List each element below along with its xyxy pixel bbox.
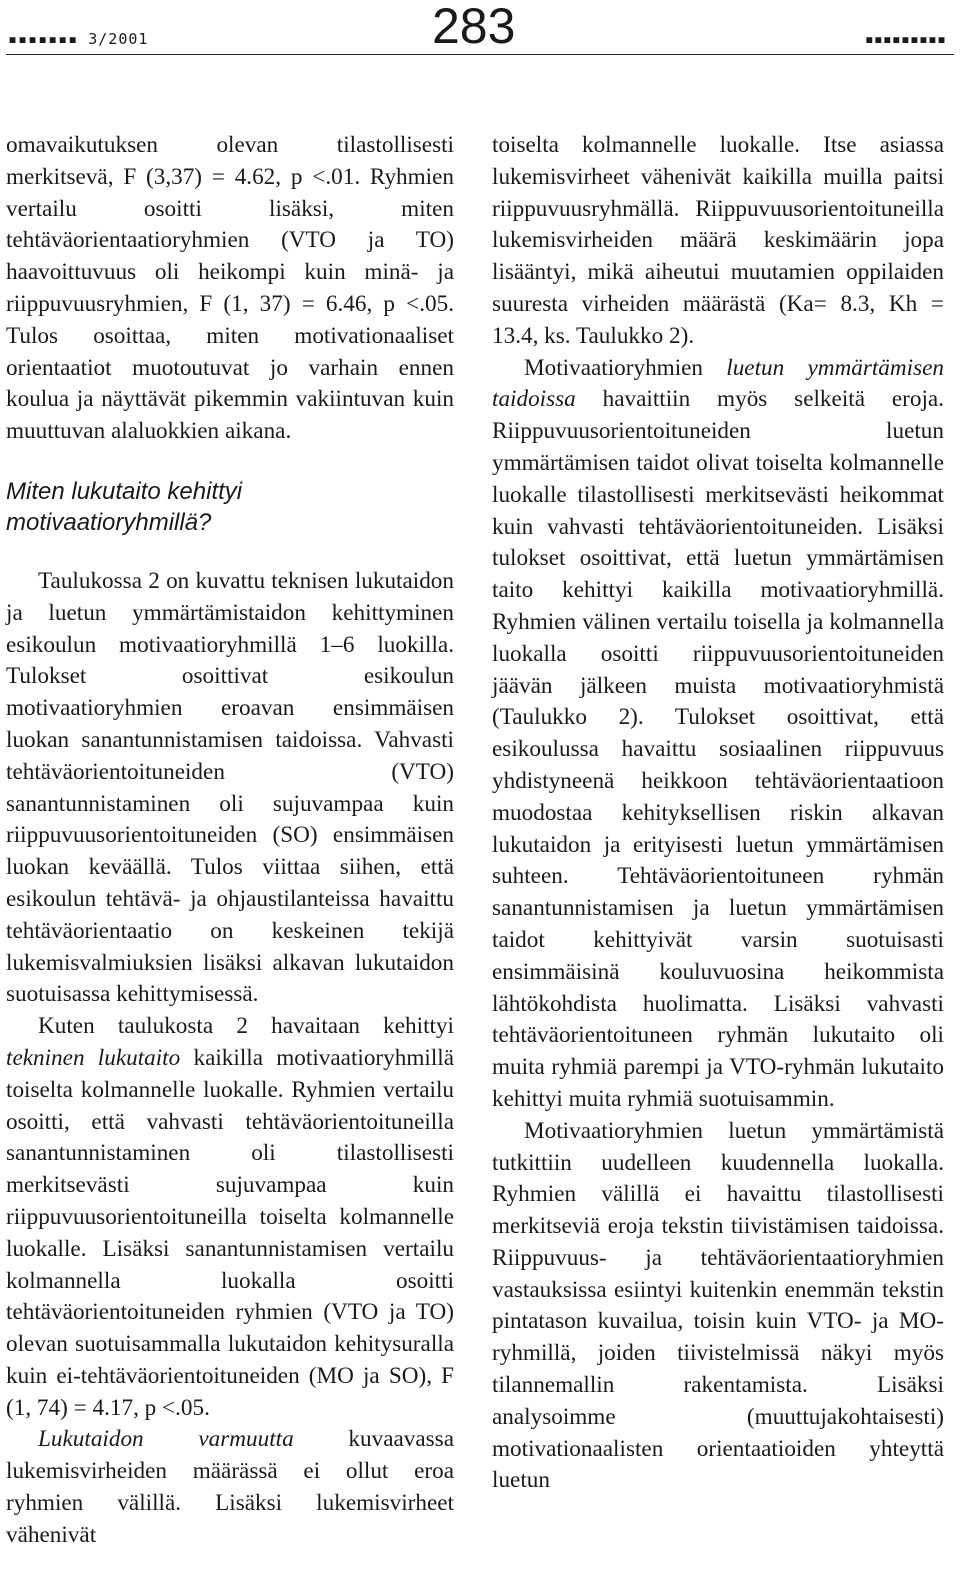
left-p3-text-a: Kuten taulukosta 2 havaitaan kehittyi xyxy=(38,1013,454,1040)
page-number: 283 xyxy=(432,0,516,54)
left-p3-emphasis: tekninen lukutaito xyxy=(6,1044,181,1071)
right-p2-text-b: havaittiin myös selkeitä eroja. Riippuvuusorientoituneiden luetun ymmärtämisen taidot olivat toiselta kolmannelle luokalle tilastollisesti merkitsevästi heikommat kuin vahvasti tehtäväorientoituneiden. Lisäksi tulokset osoittivat, että luetun ymmärtämisen taito kehittyi kaikilla motivaatioryhmillä. Ryhmien välinen vertailu toisella ja kolmannella luokalla osoitti riippuvuusorientoituneiden jäävän jälkeen muista motivaatioryhmistä (Taulukko 2). Tulokset osoittivat, että esikoulussa havaittu sosiaalinen riippuvuus yhdistyneenä heikkoon tehtäväorientaatioon muodostaa kehityksellisen riskin alkavan lukutaidon ja erityisesti luetun ymmärtämisen suhteen. Tehtäväorientoituneen ryhmän sanantunnistamisen ja luetun ymmärtämisen taidot kehittyivät varsin suotuisasti ensimmäisinä kouluvuosina heikommista lähtökohdista huolimatta. Lisäksi vahvasti tehtäväorientoituneen ryhmän lukutaito oli muita ryhmiä parempi ja VTO-ryhmän lukutaito kehittyi muita ryhmiä suotuisammin. xyxy=(492,386,944,1112)
left-paragraph-4 xyxy=(6,1424,454,1551)
journal-issue: ▪▪▪▪▪▪▪ 3/2001 xyxy=(8,30,149,48)
right-paragraph-3: Motivaatioryhmien luetun ymmärtämistä tutkittiin uudelleen kuudennella luokalla. Ryhmien välillä ei havaittu tilastollisesti merkitseviä eroja tekstin tiivistämisen taidoissa. Riippuvuus- ja tehtäväorientaatioryhmien vastauksissa esiintyi kuitenkin enemmän tekstin pintatason kuvailua, toisin kuin VTO- ja MO-ryhmillä, joiden tiivistelmissä näkyi myös tilannemallin rakentamista. Lisäksi analysoimme (muuttujakohtaisesti) motivationaalisten orientaatioiden yhteyttä luetun xyxy=(492,1117,944,1494)
page-header xyxy=(0,0,960,52)
left-column xyxy=(6,130,454,1552)
left-p4-text: kuvaavassa lukemisvirheiden määrässä ei ollut eroa ryhmien välillä. Lisäksi lukemisvirheet vähenivät xyxy=(6,1426,454,1548)
header-rule xyxy=(6,54,954,55)
left-paragraph-3 xyxy=(6,1011,454,1424)
right-p2-text-a: Motivaatioryhmien xyxy=(524,354,727,381)
right-paragraph-2 xyxy=(492,353,944,1116)
left-p3-text-b: kaikilla motivaatioryhmillä toiselta kolmannelle luokalle. Ryhmien vertailu osoitti, että vahvasti tehtäväorientoituneilla sanantunnistaminen oli tilastollisesti merkitsevästi sujuvampaa kuin riippuvuusorientoituneilla toiselta kolmannelle luokalle. Lisäksi sanantunnistamisen vertailu kolmannella luokalla osoitti tehtäväorientoituneiden ryhmien (VTO ja TO) olevan suotuisammalla lukutaidon kehitysuralla kuin ei-tehtäväorientoituneiden (MO ja SO), F (1, 74) = 4.17, p <.05. xyxy=(6,1044,454,1421)
right-column xyxy=(492,130,944,1497)
left-p4-emphasis: Lukutaidon varmuutta xyxy=(38,1426,294,1453)
right-p2-emphasis: luetun ymmärtämisen taidoissa xyxy=(492,354,944,413)
section-label: ▪▪▪▪▪▪▪▪▪ xyxy=(864,30,946,48)
left-paragraph-2: Taulukossa 2 on kuvattu teknisen lukutaidon ja luetun ymmärtämistaidon kehittyminen esikoulun motivaatioryhmillä 1–6 luokilla. Tulokset osoittivat esikoulun motivaatioryhmien eroavan ensimmäisen luokan sanantunnistamisen taidoissa. Vahvasti tehtäväorientoituneiden (VTO) sanantunnistaminen oli sujuvampaa kuin riippuvuusorientoituneiden (SO) ensimmäisen luokan keväällä. Tulos viittaa siihen, että esikoulun tehtävä- ja ohjaustilanteissa havaittu tehtäväorientaatio on keskeinen tekijä lukemisvalmiuksien lisäksi alkavan lukutaidon suotuisassa kehittymisessä. xyxy=(6,567,454,1008)
right-paragraph-1: toiselta kolmannelle luokalle. Itse asiassa lukemisvirheet vähenivät kaikilla muilla paitsi riippuvuusryhmällä. Riippuvuusorientoituneilla lukemisvirheiden määrä keskimäärin jopa lisääntyi, mikä aiheutui muutamien oppilaiden suuresta virheiden määrästä (Ka= 8.3, Kh = 13.4, ks. Taulukko 2). xyxy=(492,132,944,349)
left-paragraph-1: omavaikutuksen olevan tilastollisesti merkitsevä, F (3,37) = 4.62, p <.01. Ryhmien vertailu osoitti lisäksi, miten tehtäväorientaatioryhmien (VTO ja TO) haavoittuvuus oli heikompi kuin minä- ja riippuvuusryhmien, F (1, 37) = 6.46, p <.05. Tulos osoittaa, miten motivationaaliset orientaatiot muotoutuvat jo varhain ennen koulua ja näyttävät pikemmin vakiintuvan kuin muuttuvan alaluokkien aikana. xyxy=(6,132,454,445)
section-heading: Miten lukutaito kehittyi motivaatioryhmillä? xyxy=(6,477,243,536)
